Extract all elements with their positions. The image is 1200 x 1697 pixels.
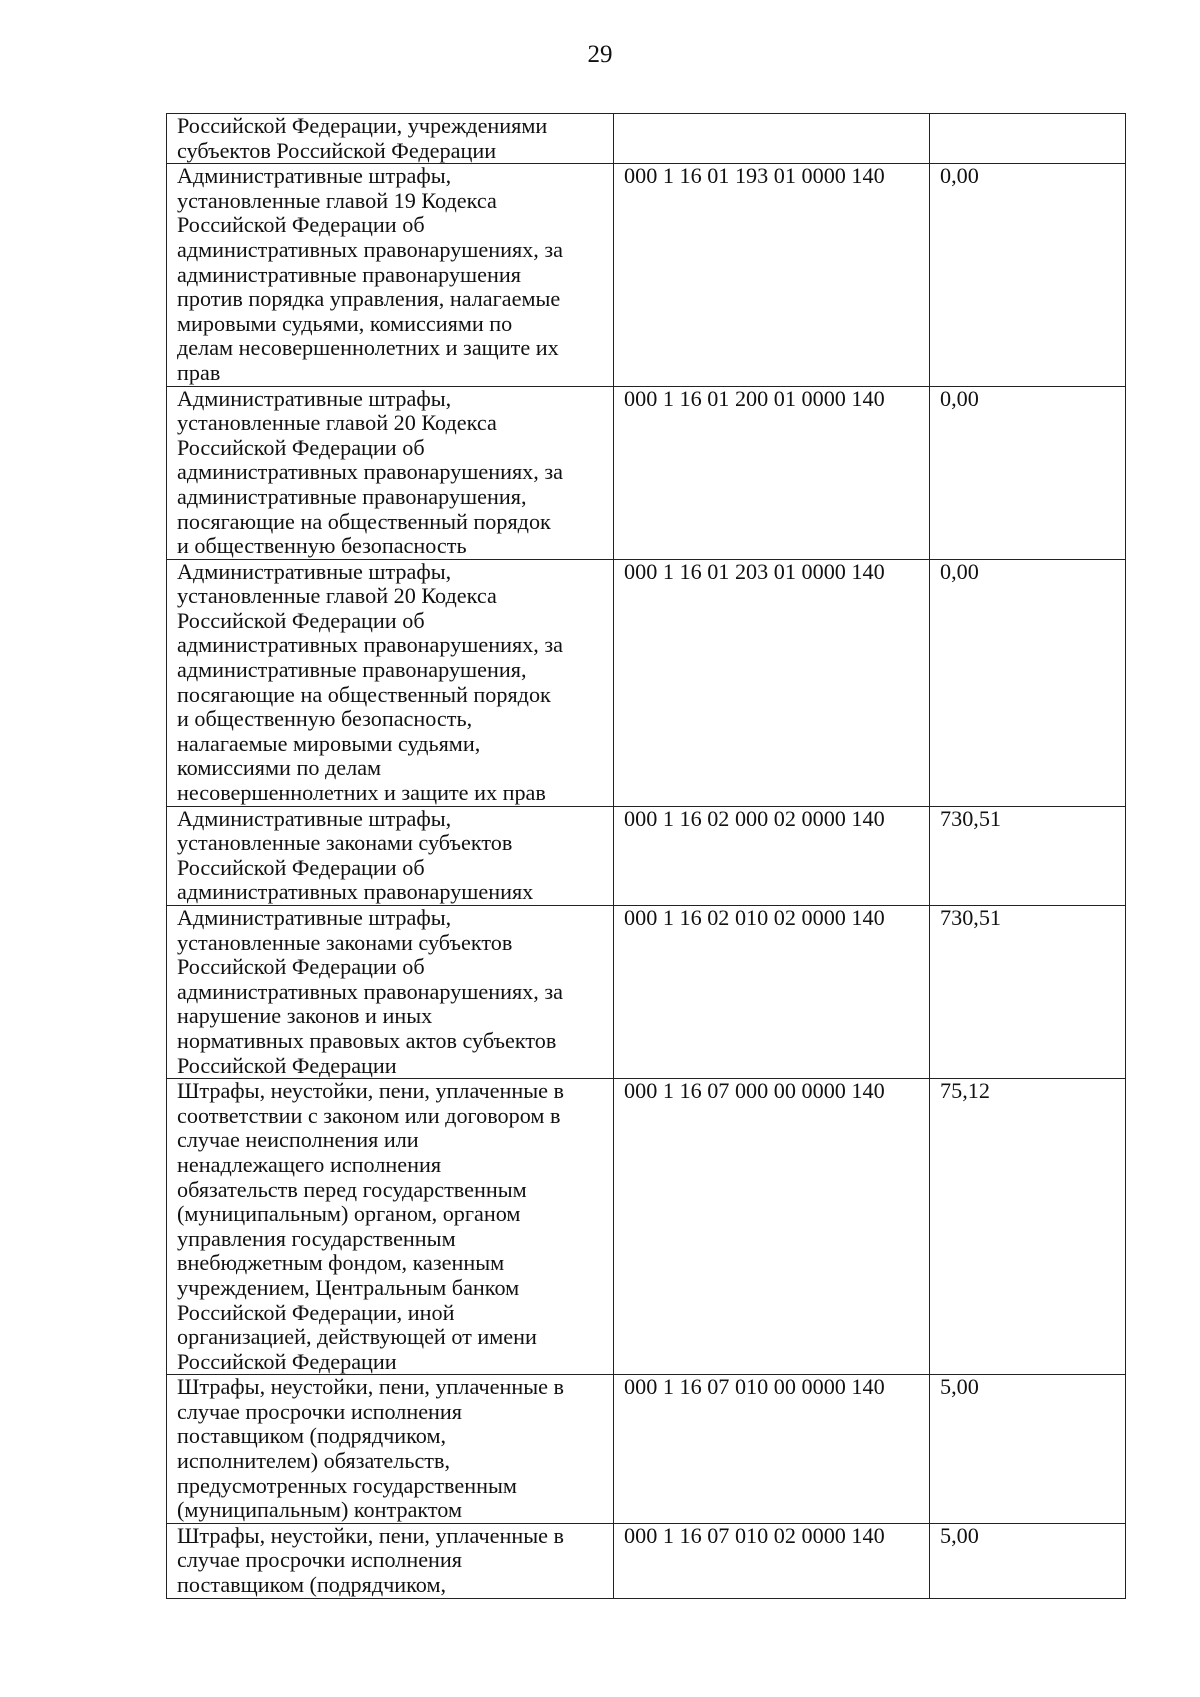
amount-cell: 730,51 — [930, 806, 1126, 905]
budget-revenue-table — [166, 113, 1126, 1599]
revenue-name-cell: Штрафы, неустойки, пени, уплаченные в случае просрочки исполнения поставщиком (подрядчиком, исполнителем) обязательств, предусмотренных государственным (муниципальным) контрактом — [167, 1375, 614, 1524]
table-row — [167, 559, 1126, 806]
amount-cell — [930, 114, 1126, 164]
amount-cell: 5,00 — [930, 1523, 1126, 1598]
amount-cell: 75,12 — [930, 1079, 1126, 1375]
budget-code-cell: 000 1 16 07 010 02 0000 140 — [614, 1523, 930, 1598]
budget-code-cell: 000 1 16 01 193 01 0000 140 — [614, 164, 930, 386]
page-number: 29 — [587, 41, 613, 68]
budget-code-cell: 000 1 16 01 203 01 0000 140 — [614, 559, 930, 806]
budget-code-cell: 000 1 16 07 010 00 0000 140 — [614, 1375, 930, 1524]
amount-cell: 0,00 — [930, 559, 1126, 806]
budget-code-cell — [614, 114, 930, 164]
amount-cell: 5,00 — [930, 1375, 1126, 1524]
revenue-name-cell: Административные штрафы, установленные главой 20 Кодекса Российской Федерации об административных правонарушениях, за административные правонарушения, посягающие на общественный порядок и общественную безопасность — [167, 386, 614, 559]
revenue-name-cell: Административные штрафы, установленные главой 20 Кодекса Российской Федерации об административных правонарушениях, за административные правонарушения, посягающие на общественный порядок и общественную безопасность, налагаемые мировыми судьями, комиссиями по делам несовершеннолетних и защите их прав — [167, 559, 614, 806]
budget-code-cell: 000 1 16 01 200 01 0000 140 — [614, 386, 930, 559]
amount-cell: 0,00 — [930, 164, 1126, 386]
table-row — [167, 806, 1126, 905]
table-row — [167, 386, 1126, 559]
budget-code-cell: 000 1 16 02 000 02 0000 140 — [614, 806, 930, 905]
table-row — [167, 1523, 1126, 1598]
amount-cell: 730,51 — [930, 906, 1126, 1079]
table-row — [167, 906, 1126, 1079]
revenue-name-cell: Административные штрафы, установленные законами субъектов Российской Федерации об административных правонарушениях, за нарушение законов и иных нормативных правовых актов субъектов Российской Федерации — [167, 906, 614, 1079]
table-row — [167, 1079, 1126, 1375]
table-row — [167, 164, 1126, 386]
budget-code-cell: 000 1 16 02 010 02 0000 140 — [614, 906, 930, 1079]
revenue-name-cell: Российской Федерации, учреждениями субъектов Российской Федерации — [167, 114, 614, 164]
revenue-name-cell: Административные штрафы, установленные главой 19 Кодекса Российской Федерации об административных правонарушениях, за административные правонарушения против порядка управления, налагаемые мировыми судьями, комиссиями по делам несовершеннолетних и защите их прав — [167, 164, 614, 386]
table-row — [167, 114, 1126, 164]
budget-code-cell: 000 1 16 07 000 00 0000 140 — [614, 1079, 930, 1375]
revenue-name-cell: Штрафы, неустойки, пени, уплаченные в случае просрочки исполнения поставщиком (подрядчиком, — [167, 1523, 614, 1598]
revenue-name-cell: Административные штрафы, установленные законами субъектов Российской Федерации об административных правонарушениях — [167, 806, 614, 905]
table-row — [167, 1375, 1126, 1524]
amount-cell: 0,00 — [930, 386, 1126, 559]
revenue-name-cell: Штрафы, неустойки, пени, уплаченные в соответствии с законом или договором в случае неисполнения или ненадлежащего исполнения обязательств перед государственным (муниципальным) органом, органом управления государственным внебюджетным фондом, казенным учреждением, Центральным банком Российской Федерации, иной организацией, действующей от имени Российской Федерации — [167, 1079, 614, 1375]
